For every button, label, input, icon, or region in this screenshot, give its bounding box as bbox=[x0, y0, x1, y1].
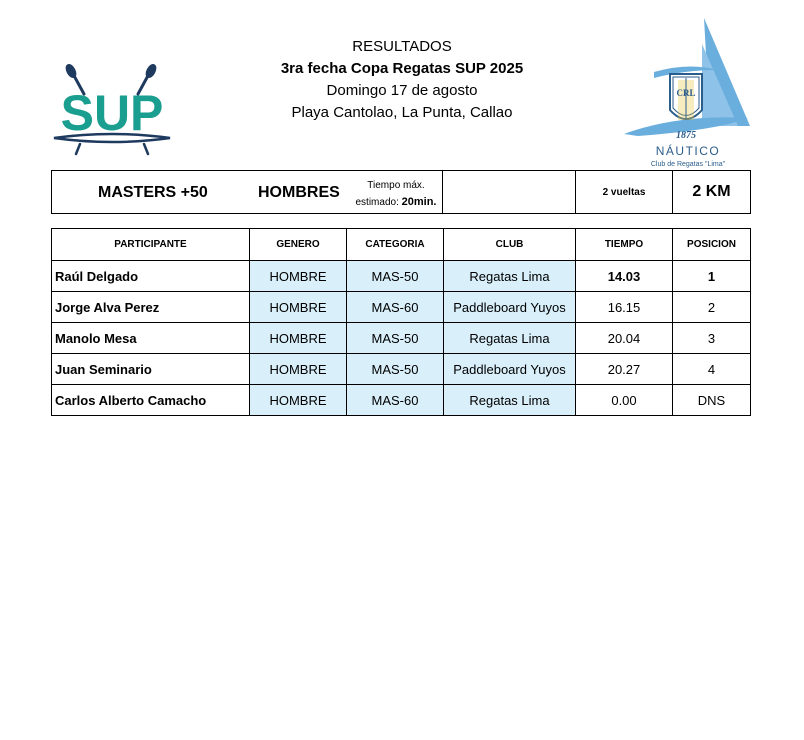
club-cell: Paddleboard Yuyos bbox=[444, 354, 576, 385]
time-cell: 14.03 bbox=[576, 261, 673, 292]
nautico-logo bbox=[618, 14, 758, 172]
category-cell: MAS-50 bbox=[347, 354, 444, 385]
event-title: 3ra fecha Copa Regatas SUP 2025 bbox=[280, 60, 524, 77]
category-cell: MAS-60 bbox=[347, 385, 444, 416]
col-categoria: CATEGORIA bbox=[347, 229, 444, 261]
col-posicion: POSICION bbox=[673, 229, 751, 261]
gender-cell: HOMBRE bbox=[250, 323, 347, 354]
sup-logo-text: SUP bbox=[60, 85, 164, 141]
time-cell: 0.00 bbox=[576, 385, 673, 416]
club-cell: Regatas Lima bbox=[444, 385, 576, 416]
shield-letters: CRL bbox=[676, 88, 696, 98]
participant-name: Raúl Delgado bbox=[52, 261, 250, 292]
document-header bbox=[250, 36, 554, 124]
header-title: RESULTADOS bbox=[352, 38, 452, 55]
race-category: MASTERS +50 bbox=[98, 184, 208, 201]
club-cell: Paddleboard Yuyos bbox=[444, 292, 576, 323]
category-cell: MAS-60 bbox=[347, 292, 444, 323]
race-info-empty bbox=[443, 171, 576, 214]
race-info-table bbox=[51, 170, 751, 214]
results-table bbox=[51, 228, 751, 416]
position-cell: 3 bbox=[673, 323, 751, 354]
participant-name: Jorge Alva Perez bbox=[52, 292, 250, 323]
time-cell: 20.04 bbox=[576, 323, 673, 354]
table-row bbox=[52, 292, 751, 323]
table-row bbox=[52, 354, 751, 385]
race-max-time bbox=[350, 177, 442, 211]
position-cell: 4 bbox=[673, 354, 751, 385]
table-row bbox=[52, 323, 751, 354]
time-cell: 20.27 bbox=[576, 354, 673, 385]
participant-name: Juan Seminario bbox=[52, 354, 250, 385]
event-date: Domingo 17 de agosto bbox=[326, 82, 478, 99]
results-header-row bbox=[52, 229, 751, 261]
col-genero: GENERO bbox=[250, 229, 347, 261]
gender-cell: HOMBRE bbox=[250, 261, 347, 292]
event-location: Playa Cantolao, La Punta, Callao bbox=[291, 104, 513, 121]
category-cell: MAS-50 bbox=[347, 323, 444, 354]
nautico-club-text: Club de Regatas "Lima" bbox=[650, 161, 726, 168]
position-cell: 2 bbox=[673, 292, 751, 323]
table-row bbox=[52, 261, 751, 292]
col-participante: PARTICIPANTE bbox=[52, 229, 250, 261]
nautico-text: NÁUTICO bbox=[655, 144, 721, 158]
gender-cell: HOMBRE bbox=[250, 292, 347, 323]
max-time-prefix: estimado: bbox=[355, 197, 399, 208]
time-cell: 16.15 bbox=[576, 292, 673, 323]
category-cell: MAS-50 bbox=[347, 261, 444, 292]
max-time-value: 20min. bbox=[401, 196, 437, 208]
race-laps: 2 vueltas bbox=[576, 171, 673, 214]
participant-name: Manolo Mesa bbox=[52, 323, 250, 354]
race-gender: HOMBRES bbox=[258, 184, 340, 201]
sup-logo bbox=[50, 64, 174, 160]
col-tiempo: TIEMPO bbox=[576, 229, 673, 261]
max-time-label: Tiempo máx. bbox=[367, 180, 425, 191]
position-cell: DNS bbox=[673, 385, 751, 416]
gender-cell: HOMBRE bbox=[250, 385, 347, 416]
col-club: CLUB bbox=[444, 229, 576, 261]
participant-name: Carlos Alberto Camacho bbox=[52, 385, 250, 416]
table-row bbox=[52, 385, 751, 416]
gender-cell: HOMBRE bbox=[250, 354, 347, 385]
position-cell: 1 bbox=[673, 261, 751, 292]
nautico-year: 1875 bbox=[676, 130, 696, 141]
club-cell: Regatas Lima bbox=[444, 323, 576, 354]
club-cell: Regatas Lima bbox=[444, 261, 576, 292]
race-distance: 2 KM bbox=[673, 171, 751, 214]
race-info-main bbox=[52, 171, 443, 214]
